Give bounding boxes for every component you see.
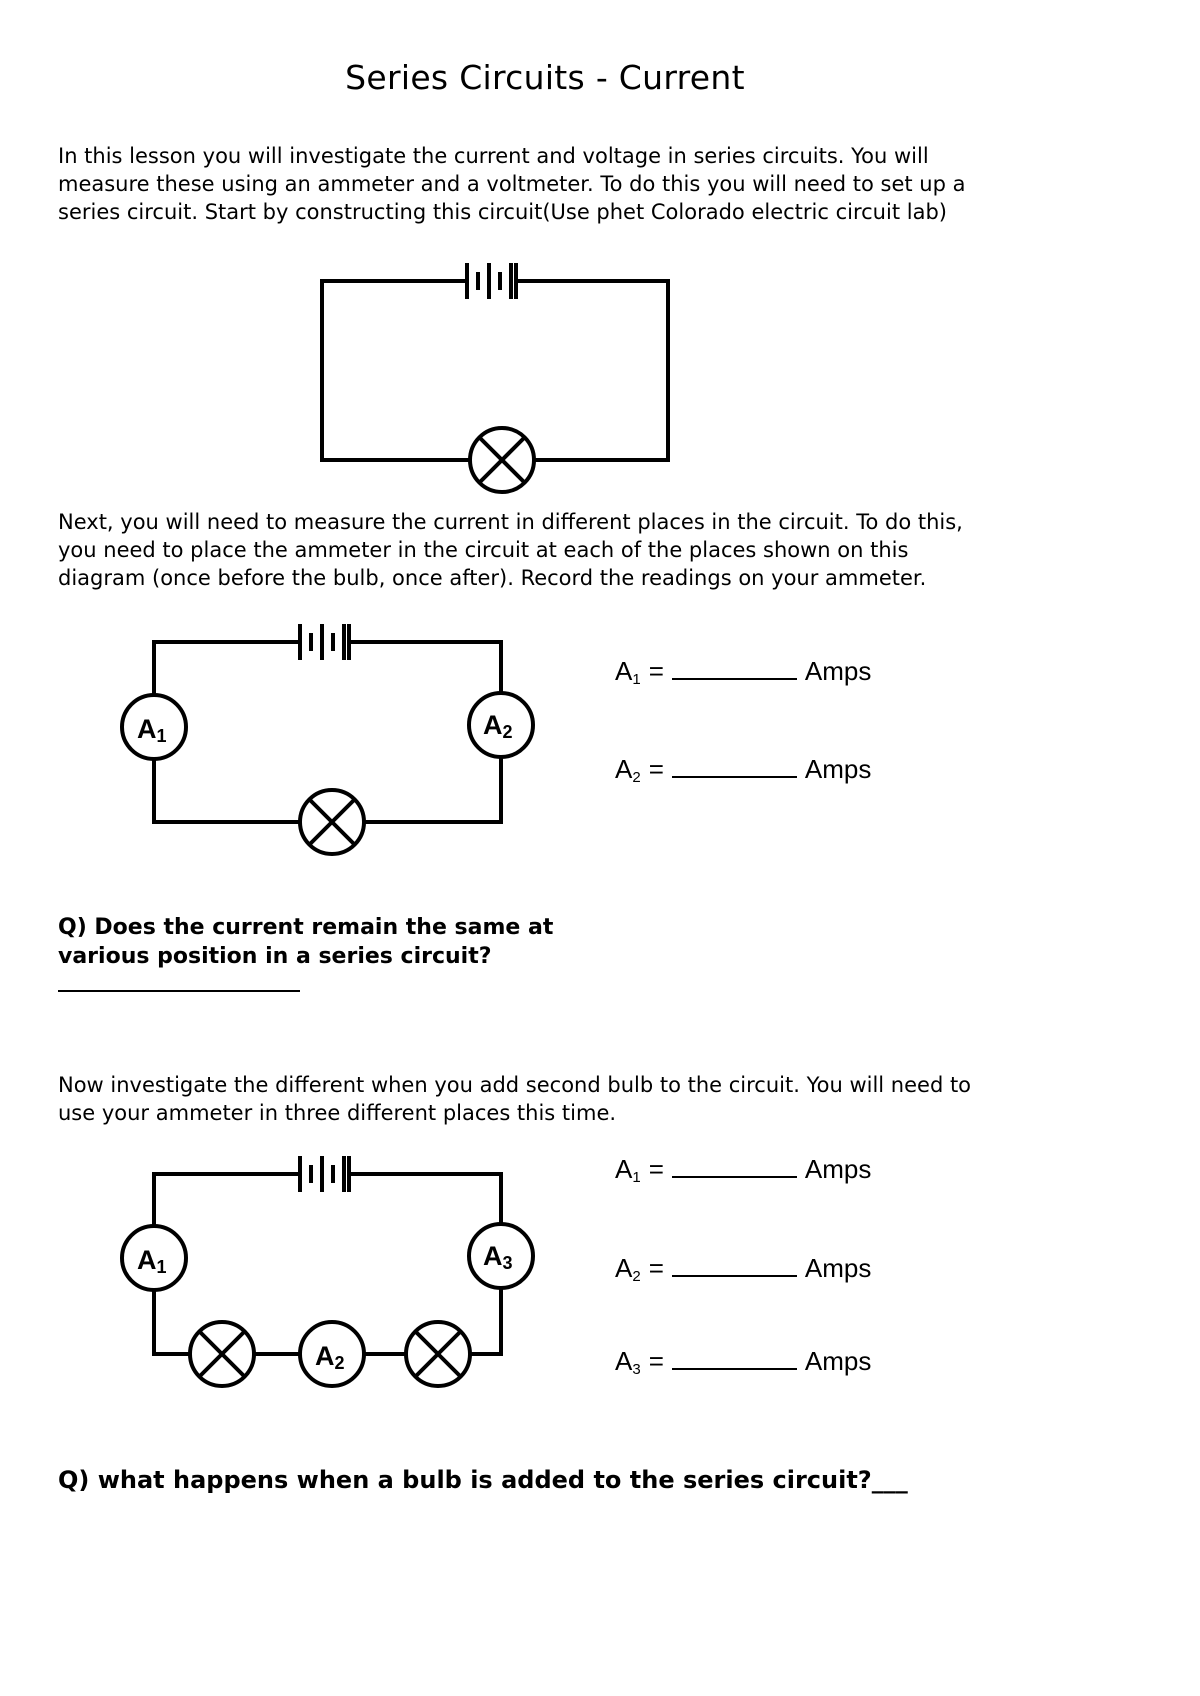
reading-circuit2-a2: $A_2$ = Amps	[615, 754, 872, 786]
bulb-icon	[406, 1322, 470, 1386]
ammeter-a1-label: A1	[137, 714, 167, 746]
ammeter-a2-label: A2	[483, 710, 513, 742]
now-paragraph: Now investigate the different when you add second bulb to the circuit. You will need to use your ammeter in three different places this time.	[58, 1073, 972, 1125]
answer-blank[interactable]	[672, 1175, 797, 1178]
ammeter-a3-label: A3	[483, 1241, 513, 1273]
answer-blank[interactable]	[672, 1367, 797, 1370]
reading-circuit3-a1: $A_1$ = Amps	[615, 1154, 872, 1186]
reading-circuit3-a3: $A_3$ = Amps	[615, 1346, 872, 1378]
question-2: Q) what happens when a bulb is added to the series circuit?___	[58, 1466, 908, 1494]
answer-blank[interactable]	[672, 1274, 797, 1277]
ammeter-a2-label: A2	[315, 1341, 345, 1373]
intro-paragraph: In this lesson you will investigate the current and voltage in series circuits. You will measure these using an ammeter and a voltmeter. To do this you will need to set up a series circuit. Start by constructing this circuit(Use phet Colorado electric circuit lab)	[58, 144, 966, 224]
reading-circuit2-a1: $A_1$ = Amps	[615, 656, 872, 688]
battery-icon	[300, 1156, 349, 1192]
page-title: Series Circuits - Current	[345, 58, 745, 97]
question-1: Q) Does the current remain the same at various position in a series circuit?	[58, 915, 554, 969]
ammeter-a1-label: A1	[137, 1245, 167, 1277]
bulb-icon	[190, 1322, 254, 1386]
reading-circuit3-a2: $A_2$ = Amps	[615, 1253, 872, 1285]
next-paragraph: Next, you will need to measure the current in different places in the circuit. To do this, you need to place the ammeter in the circuit at each of the places shown on this diagram (once before the bulb, once after). Record the readings on your ammeter.	[58, 510, 963, 590]
